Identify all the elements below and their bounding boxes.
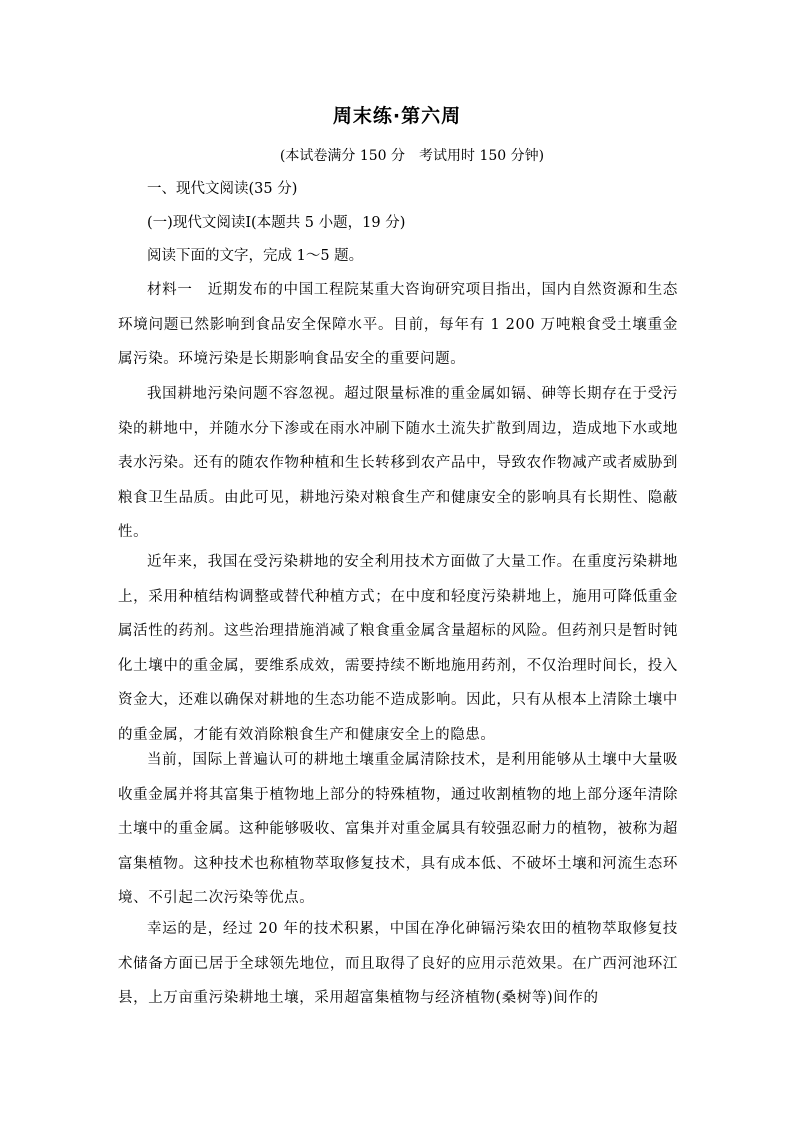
instruction-text: 阅读下面的文字，完成 1～5 题。 — [147, 248, 364, 264]
paragraph-material-one: 材料一 近期发布的中国工程院某重大咨询研究项目指出，国内自然资源和生态环境问题已然影响到食品安全保障水平。目前，每年有 1 200 万吨粮食受土壤重金属污染。环境污染是长期影响食品安全的重要问题。 — [118, 282, 678, 367]
paragraph: 我国耕地污染问题不容忽视。超过限量标准的重金属如镉、砷等长期存在于受污染的耕地中，并随水分下渗或在雨水冲刷下随水土流失扩散到周边，造成地下水或地表水污染。还有的随农作物种植和生长转移到农产品中，导致农作物减产或者威胁到粮食卫生品质。由此可见，耕地污染对粮食生产和健康安全的影响具有长期性、隐蔽性。 — [118, 386, 678, 540]
section-heading: 一、现代文阅读(35 分) — [147, 181, 298, 197]
paragraph: 幸运的是，经过 20 年的技术积累，中国在净化砷镉污染农田的植物萃取修复技术储备方面已居于全球领先地位，而且取得了良好的应用示范效果。在广西河池环江县，上万亩重污染耕地土壤，采用超富集植物与经济植物(桑树等)间作的 — [118, 921, 678, 1006]
paragraph: 当前，国际上普遍认可的耕地土壤重金属清除技术，是利用能够从土壤中大量吸收重金属并将其富集于植物地上部分的特殊植物，通过收割植物的地上部分逐年清除土壤中的重金属。这种能够吸收、富集并对重金属具有较强忍耐力的植物，被称为超富集植物。这种技术也称植物萃取修复技术，具有成本低、不破坏土壤和河流生态环境、不引起二次污染等优点。 — [118, 752, 678, 906]
paragraph: 近年来，我国在受污染耕地的安全利用技术方面做了大量工作。在重度污染耕地上，采用种植结构调整或替代种植方式；在中度和轻度污染耕地上，施用可降低重金属活性的药剂。这些治理措施消减了粮食重金属含量超标的风险。但药剂只是暂时钝化土壤中的重金属，要维系成效，需要持续不断地施用药剂，不仅治理时间长，投入资金大，还难以确保对耕地的生态功能不造成影响。因此，只有从根本上清除土壤中的重金属，才能有效消除粮食生产和健康安全上的隐患。 — [118, 554, 678, 743]
page-title: 周末练·第六周 — [332, 105, 462, 127]
subsection-heading: (一)现代文阅读Ⅰ(本题共 5 小题，19 分) — [147, 215, 406, 231]
exam-info: (本试卷满分 150 分 考试用时 150 分钟) — [279, 148, 545, 164]
